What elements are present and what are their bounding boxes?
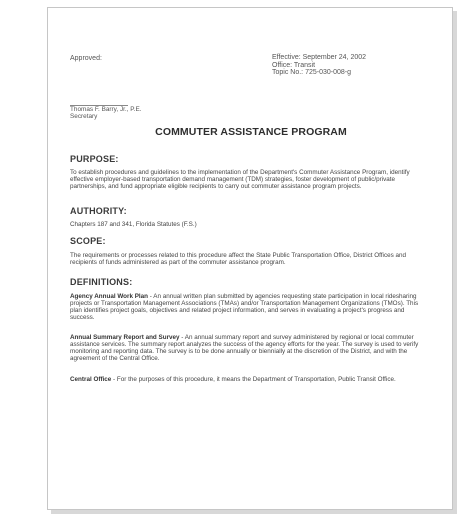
definitions-heading: DEFINITIONS: bbox=[70, 277, 133, 287]
document-title: COMMUTER ASSISTANCE PROGRAM bbox=[155, 126, 347, 138]
definition-term: Annual Summary Report and Survey bbox=[70, 334, 180, 341]
definition-text: - An annual written plan submitted by agencies requesting state participation in local ridesharing projects or Transportation Management Associations (TMAs) and/or Transportation Management Organizations (TMOs). This plan identifies project goals, objectives and related project information, and serves in evaluating a project's progress and success. bbox=[70, 293, 419, 321]
authority-heading: AUTHORITY: bbox=[70, 206, 127, 216]
purpose-heading: PURPOSE: bbox=[70, 154, 119, 164]
definition-text: - An annual summary report and survey administered by regional or local commuter assistance services. The summary report analyzes the success of the agency efforts for the year. The survey is used to verify monitoring and reporting data. The survey is to be done annually or biennially at the discretion of the District, and with the agreement of the Central Office. bbox=[70, 334, 419, 362]
effective-date: Effective: September 24, 2002 bbox=[272, 54, 367, 61]
definition-item bbox=[70, 335, 430, 363]
signer-name: Thomas F. Barry, Jr., P.E. bbox=[70, 106, 142, 113]
definition-item bbox=[70, 377, 430, 384]
topic-number: Topic No.: 725-030-008-g bbox=[272, 69, 351, 76]
document-meta bbox=[272, 54, 366, 77]
office: Office: Transit bbox=[272, 61, 316, 69]
definition-item bbox=[70, 294, 430, 322]
authority-text: Chapters 187 and 341, Florida Statutes (F.S.) bbox=[70, 221, 197, 228]
definition-term: Central Office bbox=[70, 376, 112, 383]
scope-heading: SCOPE: bbox=[70, 236, 106, 246]
signer-title: Secretary bbox=[70, 113, 98, 121]
definition-text: - For the purposes of this procedure, it means the Department of Transportation, Public Transit Office. bbox=[111, 376, 396, 383]
document-page bbox=[47, 7, 453, 510]
definition-term: Agency Annual Work Plan bbox=[70, 293, 149, 300]
purpose-text: To establish procedures and guidelines to the implementation of the Department's Commuter Assistance Program, identify effective employer-based transportation demand management (TDM) strategies, foster development of public/private partnerships, and fund appropriate eligible recipients to carry out commuter assistance program projects. bbox=[70, 169, 410, 190]
scope-text: The requirements or processes related to this procedure affect the State Public Transportation Office, District Offices and recipients of funds administered as part of the commuter assistance program. bbox=[70, 252, 407, 266]
approved-label: Approved: bbox=[70, 55, 102, 62]
signer-block bbox=[70, 106, 142, 121]
